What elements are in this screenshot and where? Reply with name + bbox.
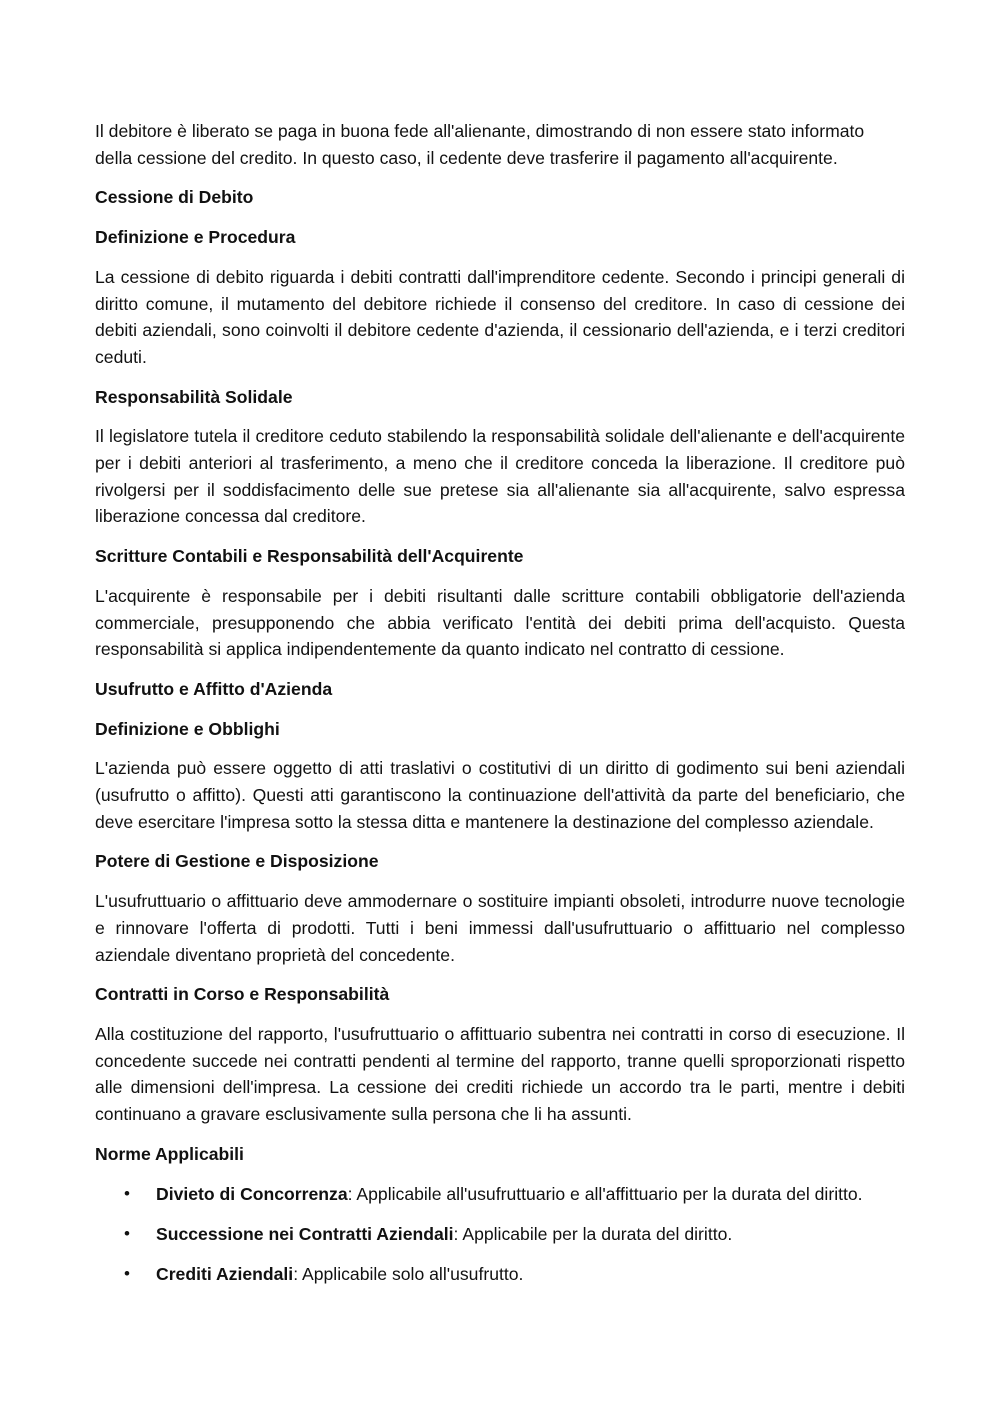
paragraph-definizione-e-procedura: La cessione di debito riguarda i debiti contratti dall'imprenditore cedente. Secondo i principi generali di diritto comune, il mutamento del debitore richiede il consenso del creditore. In caso di cessione dei debiti aziendali, sono coinvolti il debitore cedente d'azienda, il cessionario dell'azienda, e i terzi creditori ceduti.	[95, 266, 905, 367]
heading-definizione-e-procedura: Definizione e Procedura	[95, 227, 296, 248]
bullet-icon: •	[124, 1183, 130, 1203]
heading-definizione-e-obblighi: Definizione e Obblighi	[95, 718, 280, 739]
paragraph-responsabilita-solidale: Il legislatore tutela il creditore ceduto stabilendo la responsabilità solidale dell'alienante e dell'acquirente per i debiti anteriori al trasferimento, a meno che il creditore conceda la liberazione. Il creditore può rivolgersi per il soddisfacimento delle sue pretese sia all'alienante sia all'acquirente, salvo espressa liberazione concessa dal creditore.	[95, 426, 905, 527]
heading-usufrutto-e-affitto: Usufrutto e Affitto d'Azienda	[95, 678, 333, 699]
paragraph-definizione-e-obblighi: L'azienda può essere oggetto di atti traslativi o costitutivi di un diritto di godimento sui beni aziendali (usufrutto o affitto). Questi atti garantiscono la continuazione dell'attività da parte del beneficiario, che deve esercitare l'impresa sotto la stessa ditta e mantenere la destinazione del complesso aziendale.	[95, 758, 905, 832]
list-item-text: : Applicabile per la durata del diritto.	[453, 1223, 733, 1244]
intro-paragraph: Il debitore è liberato se paga in buona fede all'alienante, dimostrando di non essere stato informato della cessione del credito. In questo caso, il cedente deve trasferire il pagamento all'acquirente.	[95, 121, 865, 168]
heading-contratti-in-corso: Contratti in Corso e Responsabilità	[95, 984, 390, 1005]
bullet-icon: •	[124, 1223, 130, 1243]
bullet-icon: •	[124, 1263, 130, 1283]
paragraph-contratti-in-corso: Alla costituzione del rapporto, l'usufruttuario o affittuario subentra nei contratti in corso di esecuzione. Il concedente succede nei contratti pendenti al termine del rapporto, tranne quelli sproporzionati rispetto alle dimensioni dell'impresa. La cessione dei crediti richiede un accordo tra le parti, mentre i debiti continuano a gravare esclusivamente sulla persona che li ha assunti.	[95, 1023, 905, 1125]
list-item-term: Crediti Aziendali	[156, 1263, 294, 1284]
document-page	[95, 118, 905, 1301]
heading-responsabilita-solidale: Responsabilità Solidale	[95, 386, 293, 407]
heading-potere-di-gestione: Potere di Gestione e Disposizione	[95, 851, 379, 872]
heading-scritture-contabili: Scritture Contabili e Responsabilità dell'Acquirente	[95, 546, 524, 567]
paragraph-potere-di-gestione: L'usufruttuario o affittuario deve ammodernare o sostituire impianti obsoleti, introdurre nuove tecnologie e rinnovare l'offerta di prodotti. Tutti i beni immessi dall'usufruttuario o affittuario nel complesso aziendale diventano proprietà del concedente.	[95, 891, 905, 965]
heading-cessione-di-debito: Cessione di Debito	[95, 187, 254, 208]
heading-norme-applicabili: Norme Applicabili	[95, 1143, 244, 1164]
list-item	[95, 1221, 905, 1248]
list-item-term: Successione nei Contratti Aziendali	[156, 1223, 454, 1244]
list-item-text: : Applicabile all'usufruttuario e all'affittuario per la durata del diritto.	[347, 1183, 863, 1204]
norms-list	[95, 1181, 905, 1288]
list-item-term: Divieto di Concorrenza	[156, 1183, 348, 1204]
list-item	[95, 1181, 905, 1208]
list-item-text: : Applicabile solo all'usufrutto.	[293, 1263, 524, 1284]
list-item	[95, 1261, 905, 1288]
paragraph-scritture-contabili: L'acquirente è responsabile per i debiti risultanti dalle scritture contabili obbligatorie dell'azienda commerciale, presupponendo che abbia verificato l'entità dei debiti prima dell'acquisto. Questa responsabilità si applica indipendentemente da quanto indicato nel contratto di cessione.	[95, 585, 905, 660]
